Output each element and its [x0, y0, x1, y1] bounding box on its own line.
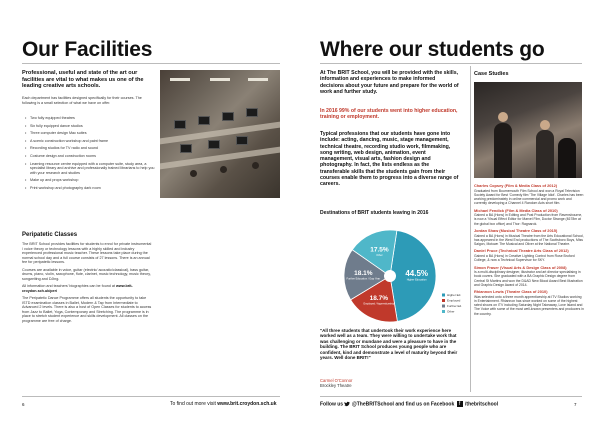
destinations-stat: In 2016 99% of our students went into higher education, training or employment. [320, 108, 458, 121]
paragraph [22, 284, 152, 293]
paragraph: The Peripatetic Dance Programme offers all students the opportunity to take ISTD examination classes in Ballet, Modern & Tap from Intermediate to Advanced 2 levels. There is also a host of Open Classes for students to access from Jazz to Ballet, Yoga, Contemporary and Stretching. The programme is in place to stretch student experience and skills development. All classes on the programme are free of charge. [22, 296, 152, 323]
legend-swatch [442, 299, 445, 302]
testimonial-quote: "All three students that undertook their work experience here worked well as a team. They were willing to undertake work that was challenging or mundane and were a pleasure to have in the building. The BRIT School produces young people who are confident, kind and demonstrate a level of maturity beyond their years. Well done BRIT!" [320, 328, 458, 361]
follow-text: Follow us [320, 401, 344, 408]
facilities-list [25, 116, 155, 193]
pie-value-label: 17.5% [370, 246, 389, 254]
case-study-item [474, 249, 584, 262]
pie-value-label: 44.5% [405, 268, 429, 278]
twitter-icon[interactable] [344, 401, 350, 407]
case-studies-heading: Case Studies [474, 71, 509, 77]
legend-swatch [442, 310, 445, 313]
facilities-intro: Professional, useful and state of the art our facilities are vital to what makes us one of the leading creative arts schools. [22, 70, 144, 90]
footer-text: To find out more visit [170, 401, 218, 407]
legend-swatch [442, 294, 445, 297]
list-item: • A scenic construction workshop and paint frame [25, 139, 155, 144]
legend-label: Other [447, 309, 455, 314]
facebook-handle[interactable]: /thebritschool [465, 401, 499, 408]
case-study-description: Is a multi-disciplinary designer, illustrator and art director specialising in book covers. She graduated with a BA Graphic Design degree from Central St Martins and won the D&AD New Blood Award Best Illustration and Graphic Design Award of 2014. [474, 270, 583, 287]
case-study-name: Rhiannon Lewis (Theatre Class of 2010) [474, 289, 548, 295]
peri-link[interactable]: www.brit-croydon.sch.uk/peri [22, 284, 133, 293]
author-name: Carmel O'Connor [320, 378, 353, 383]
footer [320, 401, 498, 407]
case-study-description: Was selected onto a three month apprenticeship at ITV Studios working in Entertainment. Rhiannon has since worked on some of the highest rated shows on ITV including Saturday Night Takeaway, Love Island and The Voice with some of the most well-known presenters and producers in the country. [474, 294, 584, 316]
paragraph: Courses are available in voice, guitar (electric/ acoustic/classical), bass guitar, drums, piano, violin, saxophone, flute, clarinet, music technology, music theory, songwriting and DJing. [22, 267, 151, 281]
case-study-name: Daniel Pruce (Technical Theatre Arts Class of 2012) [474, 248, 569, 254]
pie-value-label: 18.7% [369, 295, 389, 303]
case-study-item [474, 209, 584, 226]
case-study-description: Graduated from Bournemouth Film School and won a Royal Television Society Award for Best 'Comedy film 'The Village Idiot'. Charles has been working predominately in online commercial and promo work and currently developing a Channel 4 Random Acts short film. [474, 188, 584, 206]
list-item: • Three computer design Mac suites [25, 131, 155, 136]
chart-title: Destinations of BRIT students leaving in 2016 [320, 210, 429, 216]
destinations-intro: At The BRIT School, you will be provided with the skills, information and experiences to make informed decisions about your future and prepare for the world of work and further study. [320, 70, 459, 95]
peripatetic-heading: Peripatetic Classes [22, 232, 78, 238]
testimonial-author [320, 378, 352, 388]
list-item: • Print workshop and photography dark room [25, 186, 155, 191]
case-study-item [474, 229, 584, 246]
legend-label: Higher Ed. [447, 293, 462, 297]
chart-legend [442, 293, 462, 314]
page-title: Where our students go [320, 38, 545, 61]
case-study-description: Gained a BA (Hons) in Editing and Post Production from Ravensbourne, is now a 'Visual Effect Editor for Marvel Film, Doctor Strange (£678m at the global box office) and Thor: Ragnarok. [474, 213, 583, 226]
page-number: 7 [574, 402, 577, 407]
case-study-photo [474, 82, 582, 178]
case-study-name: Charles Copsey (Film & Media Class of 2012) [474, 183, 558, 188]
footer-divider [22, 396, 280, 397]
list-item: • Recording studios for TV radio and sound [25, 146, 155, 151]
footer [170, 401, 277, 407]
case-study-description: Gained a BA (Hons) in Musical Theatre from the Arts Educational School, has appeared in the West End productions of The Scottsboro Boys, Miss Saigon, Motown The Musical and Oliver at the National Theatre. [474, 233, 584, 246]
twitter-handle[interactable]: @TheBRITSchool and find us on Facebook [351, 401, 455, 408]
website-link[interactable]: www.brit.croydon.sch.uk [217, 401, 277, 407]
page-title: Our Facilities [22, 38, 153, 61]
footer-divider [320, 396, 582, 397]
legend-label: Employed [447, 298, 461, 303]
list-item: • Make up and props workshop [25, 178, 155, 183]
divider [22, 63, 280, 64]
pie-center [384, 270, 396, 282]
pie-slices [344, 230, 436, 322]
list-item: • Learning resource centre equipped with a computer suite, study area, a specialist library and archive and professionally trained librarians to help you with your research and studies [25, 162, 155, 176]
destinations-pie-chart [318, 226, 468, 326]
case-study-item [474, 184, 584, 205]
column-divider [470, 66, 471, 392]
facilities-subtext: Each department has facilities designed specifically for their courses. The following is a small selection of what we have on offer. [22, 96, 142, 105]
case-study-description: Gained a BA (Hons) in Creative Lighting Control from Rose Bruford College, & now a Technical Supervisor for SKY. [474, 253, 575, 263]
case-study-item [474, 290, 584, 316]
studio-photo [160, 70, 280, 198]
author-org: Brockley Theatre [320, 383, 352, 388]
paragraph: The BRIT School provides facilities for students to enrol for private instrumental / voice theory or technology lessons with a highly skilled and industry experienced professional music teacher. These lessons take place during the normal school day and a full course consists of 27 lessons. There is an annual fee for peripatetic lessons. [22, 242, 152, 264]
page-number: 6 [22, 402, 25, 407]
case-study-name: Simon Fraser (Visual Arts & Design Class of 2008) [474, 264, 567, 270]
text: All information and teachers' biographies can be found at [22, 284, 116, 288]
pie-value-label: 18.1% [354, 270, 373, 278]
legend-label: Further Ed. [447, 304, 463, 308]
list-item: • Costume design and construction rooms [25, 154, 155, 159]
legend-swatch [442, 305, 445, 308]
right-page [300, 0, 600, 424]
facebook-icon[interactable]: f [457, 401, 463, 407]
peripatetic-text [22, 242, 152, 326]
pie-category-label: Employed / Apprenticeship [363, 302, 395, 306]
list-item: • Two fully equipped theatres [25, 116, 155, 121]
pie-category-label: Further Education / Gap Year [346, 277, 381, 281]
pie-category-label: Other [376, 253, 383, 257]
case-study-name: Michael Fendick (Film & Media Class of 2010) [474, 207, 558, 213]
case-study-name: Jordan Shaw (Musical Theatre Class of 2015) [474, 227, 558, 233]
professions-text: Typical professions that our students have gone into include: acting, dancing, music, stage management, technical theatre, recording studio work, filmmaking, song writing, web design, animation, event management, visual arts, fashion design and photography. In fact, the lists endless as the transferable skills that the students gain from their courses enable them to progress into a diverse range of careers. [320, 131, 459, 188]
case-studies-list [474, 184, 584, 319]
pie-category-label: Higher Education [406, 278, 427, 282]
divider [320, 63, 582, 64]
list-item: • Six fully equipped dance studios [25, 124, 155, 129]
case-study-item [474, 266, 584, 287]
